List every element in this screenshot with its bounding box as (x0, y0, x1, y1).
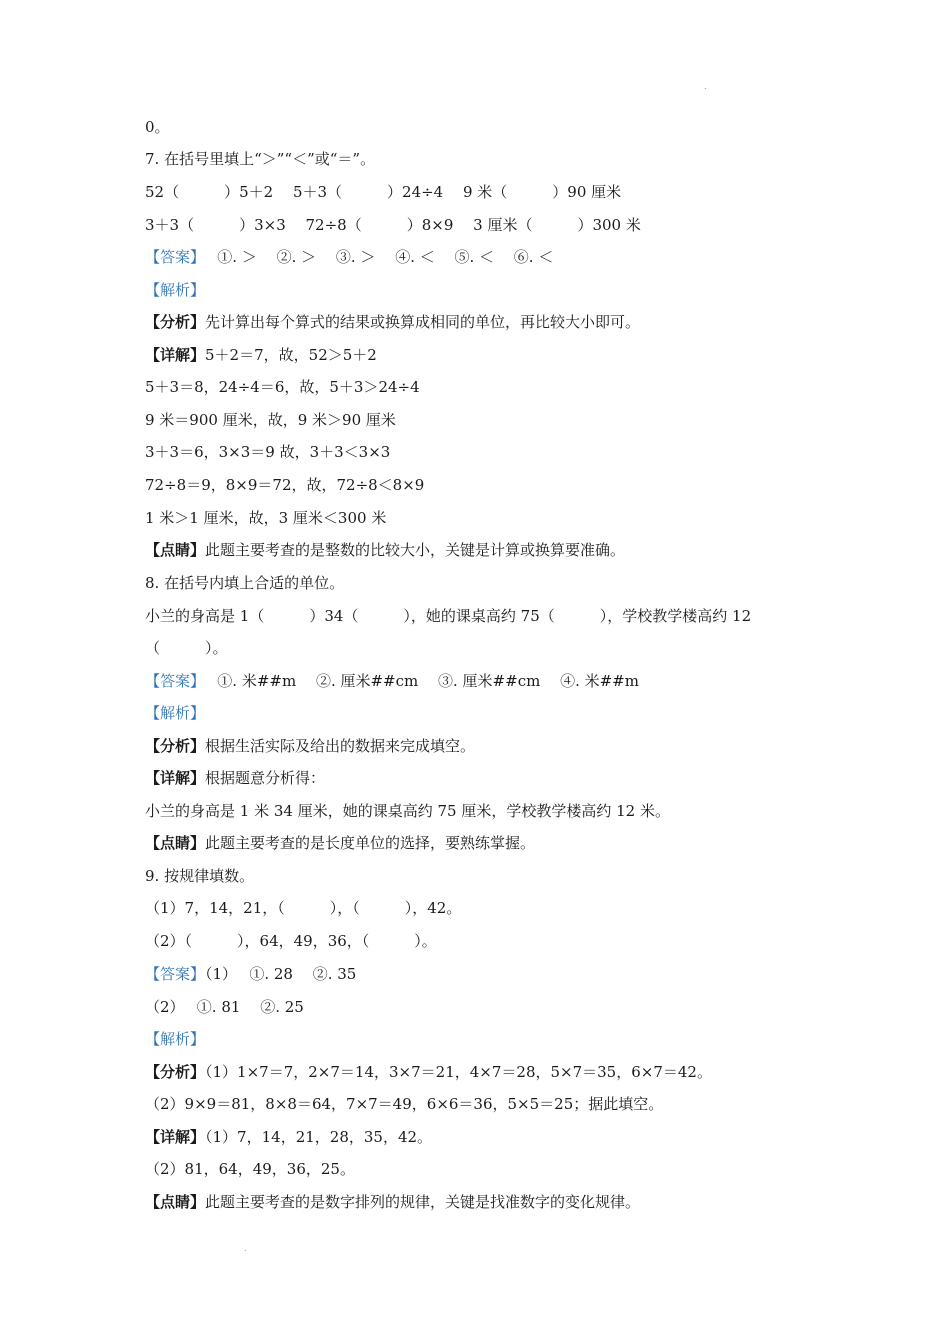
text-line: 72÷8＝9，8×9＝72，故，72÷8＜8×9 (145, 476, 425, 494)
text-line: 9. 按规律填数。 (145, 867, 255, 885)
section-tag: 【点睛】 (145, 541, 206, 559)
text-line: （2） ①. 81 ②. 25 (145, 998, 304, 1016)
text-line: 小兰的身高是 1 米 34 厘米，她的课桌高约 75 厘米，学校教学楼高约 12 米。 (145, 802, 670, 820)
section-text: （1）7，14，21，28，35，42。 (205, 1128, 433, 1146)
text-line (145, 1192, 640, 1212)
text-line: 9 米＝900 厘米，故，9 米＞90 厘米 (145, 411, 396, 429)
section-tag: 【详解】 (145, 1128, 206, 1146)
text-line: 1 米＞1 厘米，故，3 厘米＜300 米 (145, 509, 387, 527)
text-line (145, 1062, 712, 1082)
section-tag: 【分析】 (145, 1063, 206, 1081)
text-line (145, 833, 535, 853)
text-line: （ ）。 (145, 639, 228, 657)
section-text: 先计算出每个算式的结果或换算成相同的单位，再比较大小即可。 (205, 313, 641, 331)
section-text: 根据生活实际及给出的数据来完成填空。 (205, 737, 476, 755)
section-tag: 【答案】 (145, 248, 198, 266)
text-line: 8. 在括号内填上合适的单位。 (145, 574, 345, 592)
section-text: 此题主要考查的是数字排列的规律，关键是找准数字的变化规律。 (205, 1193, 641, 1211)
text-line: 0。 (145, 118, 170, 136)
section-text: 此题主要考查的是整数的比较大小，关键是计算或换算要准确。 (205, 541, 626, 559)
text-line (145, 540, 625, 560)
section-tag: 【解析】 (145, 1030, 206, 1048)
section-text: （1） ①. 28 ②. 35 (205, 965, 357, 983)
text-line: 3＋3＝6，3×3＝9 故，3＋3＜3×3 (145, 443, 391, 461)
section-text: ①. ＞ ②. ＞ ③. ＞ ④. ＜ ⑤. ＜ ⑥. ＜ (197, 248, 554, 266)
text-line (145, 768, 325, 788)
section-tag: 【答案】 (145, 672, 198, 690)
text-line (145, 280, 205, 300)
text-line (145, 1127, 432, 1147)
text-line: 52（ ）5＋2 5＋3（ ）24÷4 9 米（ ）90 厘米 (145, 183, 622, 201)
section-tag: 【分析】 (145, 737, 206, 755)
text-line: （2）（ ），64，49，36，（ ）。 (145, 932, 437, 950)
text-line (145, 736, 475, 756)
text-line: 小兰的身高是 1（ ）34（ ），她的课桌高约 75（ ），学校教学楼高约 12 (145, 607, 752, 625)
page-mark-top: . (704, 82, 707, 91)
text-line (145, 247, 553, 267)
section-tag: 【解析】 (145, 281, 206, 299)
text-line: （1）7，14，21，（ ），（ ），42。 (145, 899, 462, 917)
section-tag: 【分析】 (145, 313, 206, 331)
page-mark-bottom: . (244, 1244, 247, 1253)
section-tag: 【点睛】 (145, 1193, 206, 1211)
text-line (145, 964, 356, 984)
section-tag: 【详解】 (145, 769, 206, 787)
text-line (145, 312, 640, 332)
section-tag: 【点睛】 (145, 834, 206, 852)
section-text: （1）1×7＝7，2×7＝14，3×7＝21，4×7＝28，5×7＝35，6×7＝42。 (205, 1063, 712, 1081)
section-text: ①. 米##m ②. 厘米##cm ③. 厘米##cm ④. 米##m (197, 672, 639, 690)
section-tag: 【详解】 (145, 346, 206, 364)
section-text: 此题主要考查的是长度单位的选择，要熟练掌握。 (205, 834, 536, 852)
section-tag: 【解析】 (145, 704, 206, 722)
text-line (145, 1029, 205, 1049)
section-text: 5＋2＝7，故，52＞5＋2 (205, 346, 377, 364)
text-line: （2）9×9＝81，8×8＝64，7×7＝49，6×6＝36，5×5＝25；据此填空。 (145, 1095, 664, 1113)
text-line (145, 671, 639, 691)
text-line: 5＋3＝8，24÷4＝6，故，5＋3＞24÷4 (145, 378, 420, 396)
text-line (145, 345, 377, 365)
text-line: 3＋3（ ）3×3 72÷8（ ）8×9 3 厘米（ ）300 米 (145, 216, 641, 234)
section-text: 根据题意分析得： (205, 769, 326, 787)
section-tag: 【答案】 (145, 965, 206, 983)
text-line: 7. 在括号里填上“＞”“＜”或“＝”。 (145, 150, 376, 168)
text-line (145, 703, 205, 723)
text-line: （2）81，64，49，36，25。 (145, 1160, 355, 1178)
